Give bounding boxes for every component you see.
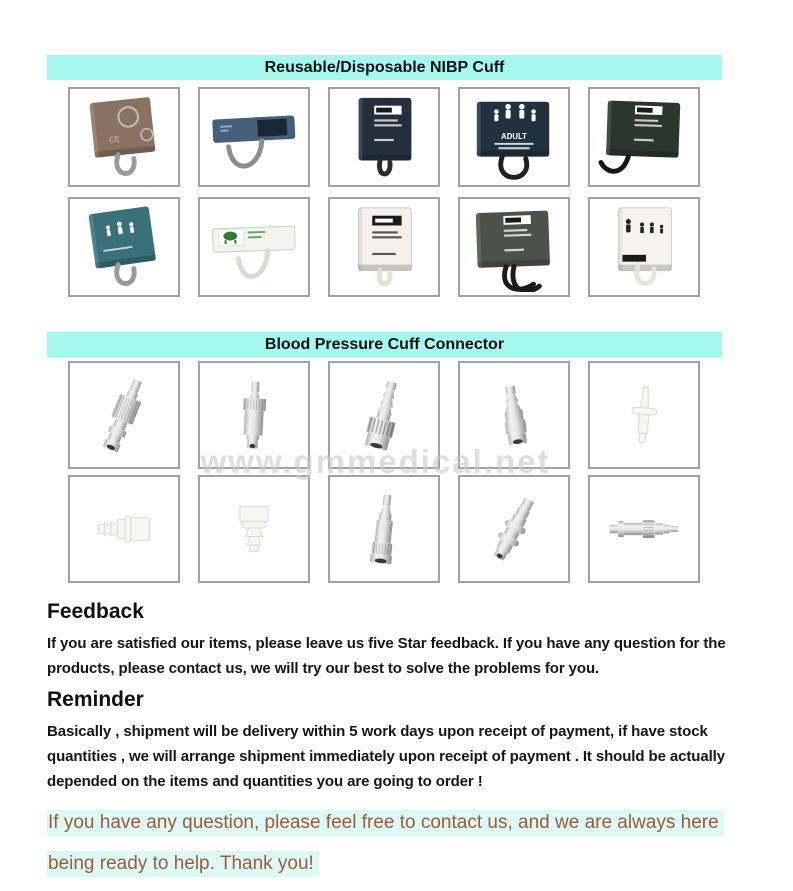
product-image bbox=[198, 361, 310, 469]
connector-image-grid bbox=[47, 357, 722, 583]
svg-text:CE: CE bbox=[108, 134, 121, 145]
product-image bbox=[328, 475, 440, 583]
product-image bbox=[458, 197, 570, 297]
product-image bbox=[588, 87, 700, 187]
section-banner-cuff: Reusable/Disposable NIBP Cuff bbox=[47, 55, 722, 80]
product-image bbox=[68, 197, 180, 297]
product-image bbox=[328, 87, 440, 187]
product-image bbox=[458, 475, 570, 583]
feedback-text: If you are satisfied our items, please leave us five Star feedback. If you have any question for the products, please contact us, we will try our best to solve the problems for you. bbox=[47, 635, 726, 677]
product-image bbox=[588, 361, 700, 469]
product-image bbox=[328, 361, 440, 469]
section-banner-connector: Blood Pressure Cuff Connector bbox=[47, 332, 722, 357]
product-image bbox=[68, 87, 180, 187]
product-image bbox=[588, 475, 700, 583]
svg-text:ADULT: ADULT bbox=[501, 131, 527, 141]
product-image bbox=[328, 197, 440, 297]
contact-note-line1: If you have any question, please feel free to contact us, and we are always here bbox=[47, 810, 724, 836]
feedback-heading: Feedback bbox=[47, 600, 144, 623]
product-image bbox=[198, 475, 310, 583]
connector-grid-wrap bbox=[47, 357, 746, 583]
contact-note bbox=[47, 809, 746, 878]
product-image bbox=[588, 197, 700, 297]
product-image bbox=[458, 87, 570, 187]
product-image bbox=[68, 475, 180, 583]
contact-note-line2: being ready to help. Thank you! bbox=[47, 851, 319, 877]
product-description-page bbox=[47, 0, 746, 878]
watermark-text: www.gmmedical.net bbox=[200, 443, 551, 480]
reminder-heading: Reminder bbox=[47, 688, 144, 711]
reminder-text: Basically , shipment will be delivery within 5 work days upon receipt of payment, if have stock quantities , we will arrange shipment immediately upon receipt of payment . It should be actually depended on the items and quantities you are going to order ! bbox=[47, 723, 725, 790]
product-image bbox=[458, 361, 570, 469]
cuff-image-grid bbox=[47, 80, 722, 297]
product-image bbox=[198, 197, 310, 297]
product-image bbox=[198, 87, 310, 187]
product-image bbox=[68, 361, 180, 469]
